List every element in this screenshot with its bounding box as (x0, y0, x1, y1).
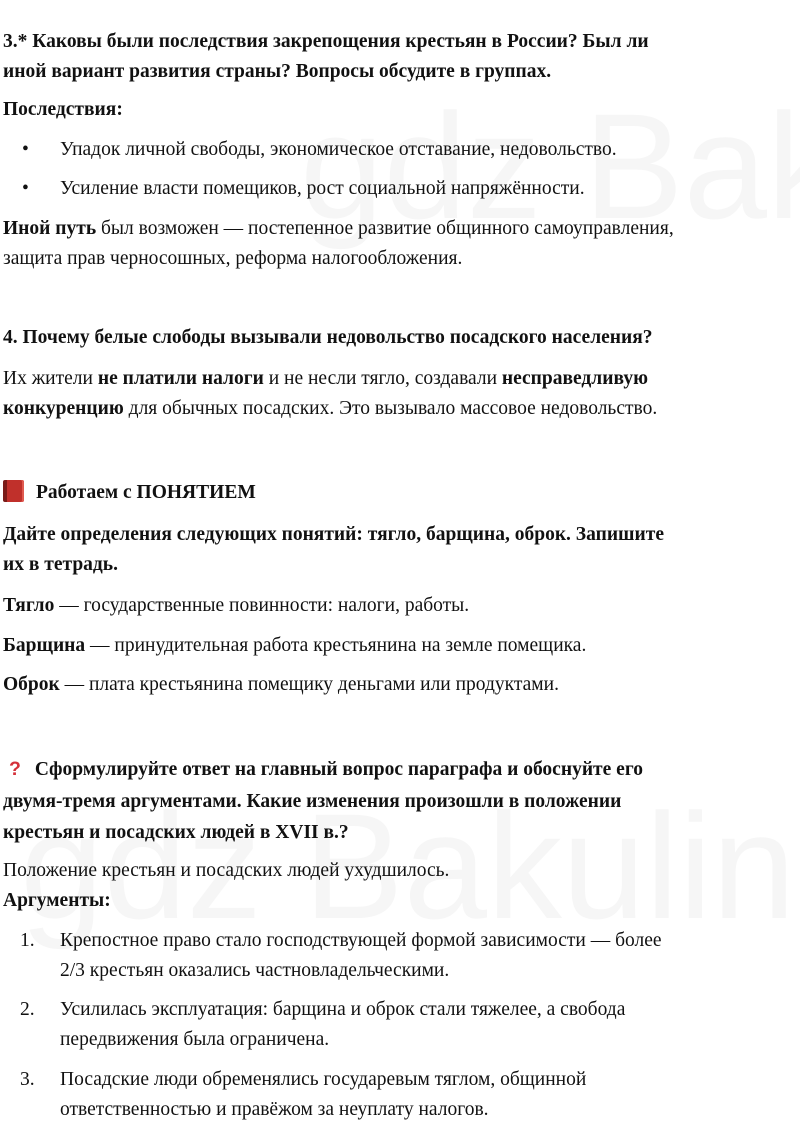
bullet-icon: • (22, 178, 29, 199)
alternative-path-line1 (3, 214, 794, 244)
alternative-path-line2: защита прав черносошных, реформа налогообложения. (3, 248, 463, 269)
list-item-text: Упадок личной свободы, экономическое отставание, недовольство. (60, 139, 617, 160)
main-question-line3: крестьян и посадских людей в XVII в.? (3, 822, 349, 843)
answer-text: для обычных посадских. Это вызывало массовое недовольство. (123, 398, 658, 419)
definition: — плата крестьянина помещику деньгами или продуктами. (59, 674, 559, 695)
list-number: 1. (20, 930, 35, 951)
concepts-heading-text: Работаем с ПОНЯТИЕМ (36, 482, 256, 503)
consequences-label: Последствия: (3, 99, 123, 120)
question-icon: ? (9, 758, 21, 780)
question-3-title-line2: иной вариант развития страны? Вопросы обсудите в группах. (3, 61, 552, 82)
answer-emphasis: конкуренцию (3, 398, 124, 419)
bullet-icon: • (22, 139, 29, 160)
term-definition (3, 591, 794, 621)
definition: — государственные повинности: налоги, работы. (54, 595, 470, 616)
main-question-line1 (3, 754, 794, 785)
question-4-answer-line1 (3, 364, 794, 394)
question-3-title-line1: 3.* Каковы были последствия закрепощения крестьян в России? Был ли (3, 31, 649, 52)
concepts-heading (3, 478, 794, 508)
list-item-text: Посадские люди обременялись государевым тяглом, общинной ответственностью и правёжом за неуплату налогов. (60, 1069, 587, 1120)
alternative-path-term: Иной путь (3, 218, 97, 239)
arguments-label: Аргументы: (3, 890, 111, 911)
term: Оброк (3, 674, 60, 695)
term: Тягло (3, 595, 55, 616)
list-item-text: Усилилась эксплуатация: барщина и оброк стали тяжелее, а свобода передвижения была ограничена. (60, 999, 626, 1050)
list-item-text: Усиление власти помещиков, рост социальной напряжённости. (60, 178, 585, 199)
list-item-text: Крепостное право стало господствующей формой зависимости — более 2/3 крестьян оказались частновладельческими. (60, 930, 662, 981)
term-definition (3, 631, 794, 661)
concepts-task-line2: их в тетрадь. (3, 554, 118, 575)
list-number: 2. (20, 999, 35, 1020)
main-question-line2: двумя-тремя аргументами. Какие изменения произошли в положении (3, 791, 622, 812)
question-4-answer-line2 (3, 394, 794, 424)
answer-text: и не несли тягло, создавали (263, 368, 502, 389)
term: Барщина (3, 635, 86, 656)
answer-emphasis: не платили налоги (97, 368, 264, 389)
definition: — принудительная работа крестьянина на земле помещика. (85, 635, 587, 656)
main-answer: Положение крестьян и посадских людей ухудшилось. (3, 860, 450, 881)
alternative-path-text: был возможен — постепенное развитие общинного самоуправления, (96, 218, 674, 239)
answer-emphasis: несправедливую (501, 368, 648, 389)
main-question-text: Сформулируйте ответ на главный вопрос параграфа и обоснуйте его (34, 759, 643, 780)
question-4-title: 4. Почему белые слободы вызывали недовольство посадского населения? (3, 327, 653, 348)
book-icon (3, 480, 24, 502)
list-number: 3. (20, 1069, 35, 1090)
concepts-task-line1: Дайте определения следующих понятий: тягло, барщина, оброк. Запишите (3, 524, 664, 545)
term-definition (3, 670, 794, 700)
answer-text: Их жители (3, 368, 98, 389)
